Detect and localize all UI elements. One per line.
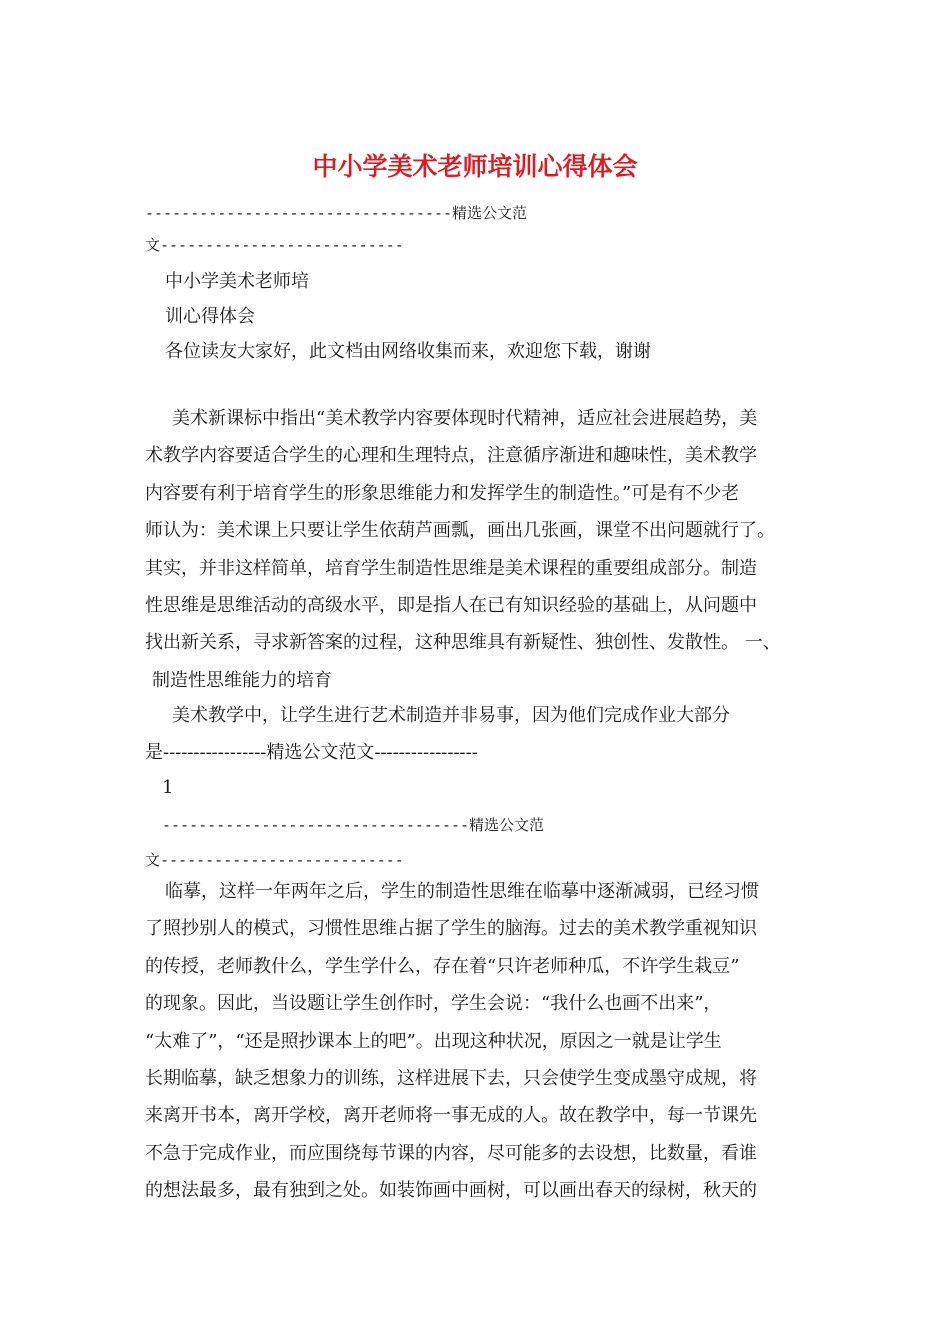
paragraph-line: 的想法最多，最有独到之处。如装饰画中画树，可以画出春天的绿树，秋天的 (145, 1180, 757, 1201)
document-title: 中小学美术老师培训心得体会 (312, 152, 638, 181)
paragraph-line: 其实，并非这样简单，培育学生制造性思维是美术课程的重要组成部分。制造 (145, 558, 757, 579)
paragraph-line: 性思维是思维活动的高级水平，即是指人在已有知识经验的基础上，从问题中 (145, 595, 757, 616)
paragraph-line: 临摹，这样一年两年之后，学生的制造性思维在临摹中逐渐减弱，已经习惯 (165, 881, 759, 902)
paragraph-line: 不急于完成作业，而应围绕每节课的内容，尽可能多的去设想，比数量，看谁 (145, 1143, 757, 1164)
header-rule-line-cont: 文--------------------------- (145, 236, 404, 254)
header-rule-line: ----------------------------------精选公文范 (162, 816, 545, 834)
subtitle-line-2: 训心得体会 (165, 306, 255, 327)
paragraph-line: 内容要有利于培育学生的形象思维能力和发挥学生的制造性。”可是有不少老 (145, 483, 740, 504)
paragraph-line: 美术教学中，让学生进行艺术制造并非易事，因为他们完成作业大部分 (172, 705, 730, 726)
paragraph-line: 找出新关系，寻求新答案的过程，这种思维具有新疑性、独创性、发散性。 一、 (145, 632, 781, 653)
paragraph-line: 长期临摹，缺乏想象力的训练，这样进展下去，只会使学生变成墨守成规，将 (145, 1068, 757, 1089)
paragraph-line: 美术新课标中指出“美术教学内容要体现时代精神，适应社会进展趋势，美 (172, 408, 758, 429)
subtitle-line-1: 中小学美术老师培 (165, 271, 309, 292)
paragraph-line: 的现象。因此，当设题让学生创作时，学生会说：“我什么也画不出来”， (145, 993, 722, 1014)
page-number: 1 (162, 777, 174, 798)
greeting-line: 各位读友大家好，此文档由网络收集而来，欢迎您下载，谢谢 (165, 341, 651, 362)
paragraph-line: “太难了”，“还是照抄课本上的吧”。出现这种状况，原因之一就是让学生 (145, 1031, 722, 1052)
paragraph-line: 术教学内容要适合学生的心理和生理特点，注意循序渐进和趣味性，美术教学 (145, 445, 757, 466)
paragraph-line: 的传授，老师教什么，学生学什么，存在着“只许老师种瓜，不许学生栽豆” (145, 956, 740, 977)
section-heading: 制造性思维能力的培育 (152, 670, 332, 691)
paragraph-line: 了照抄别人的模式，习惯性思维占据了学生的脑海。过去的美术教学重视知识 (145, 918, 757, 939)
header-rule-line-cont: 文--------------------------- (145, 851, 404, 869)
paragraph-line: 师认为：美术课上只要让学生依葫芦画瓢，画出几张画，课堂不出问题就行了。 (145, 520, 775, 541)
header-rule-line: ----------------------------------精选公文范 (145, 204, 528, 222)
paragraph-line: 来离开书本，离开学校，离开老师将一事无成的人。故在教学中，每一节课先 (145, 1105, 757, 1126)
footer-rule-line: 是-----------------精选公文范文----------------- (145, 742, 478, 763)
